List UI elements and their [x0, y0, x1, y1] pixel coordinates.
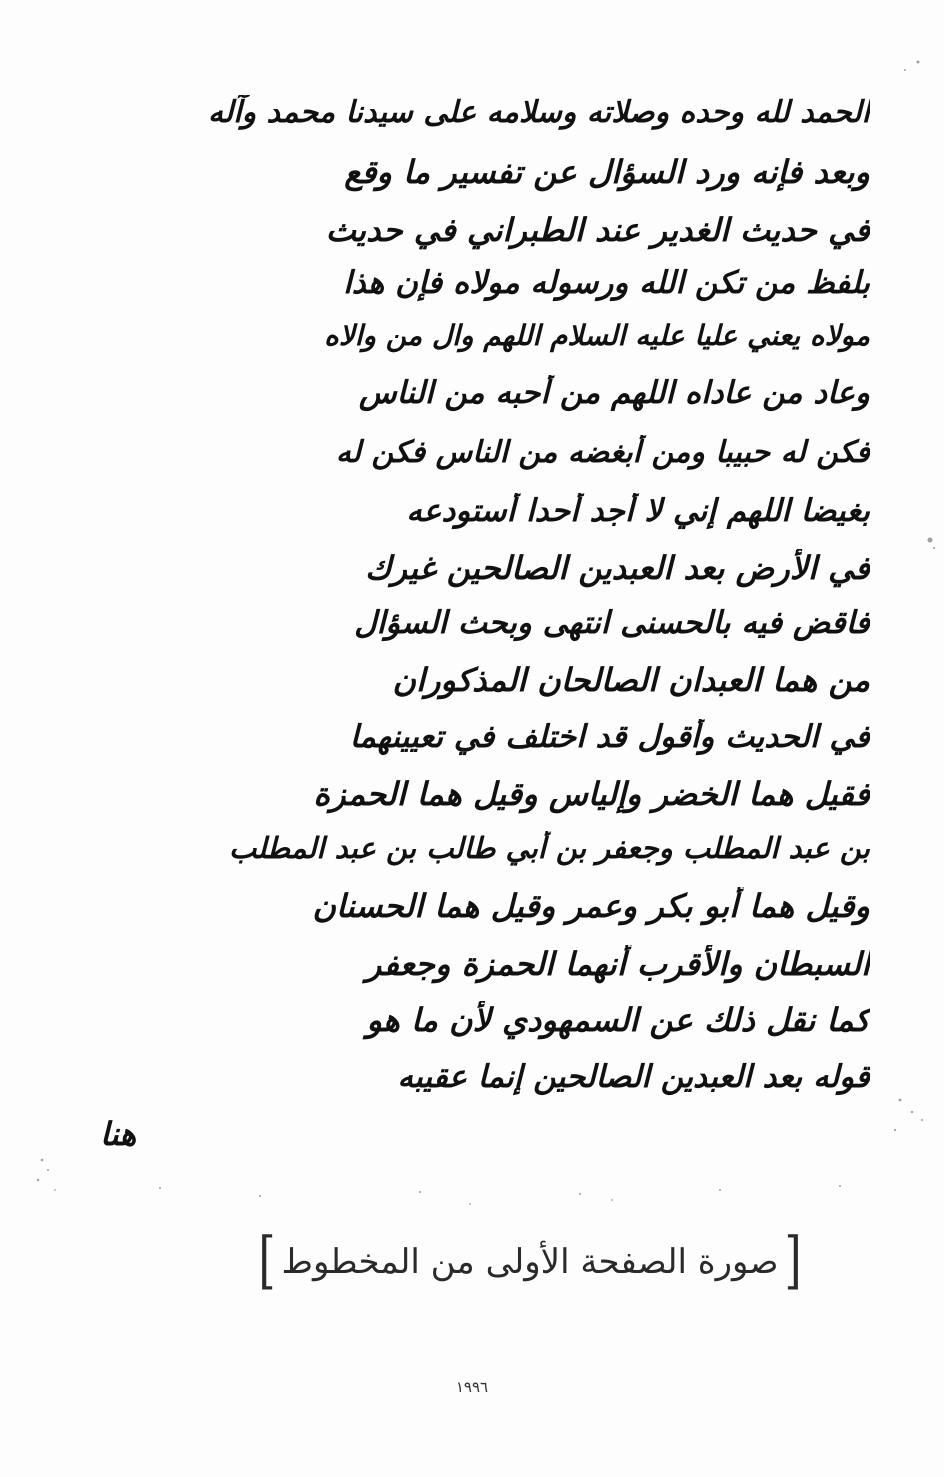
manuscript-line: مولاه يعني عليا عليه السلام اللهم وال من والاه — [324, 319, 870, 352]
manuscript-line: فاقض فيه بالحسنى انتهى وبحث السؤال — [354, 605, 870, 641]
manuscript-line: وعاد من عاداه اللهم من أحبه من الناس — [358, 375, 870, 411]
manuscript-line: السبطان والأقرب أنهما الحمزة وجعفر — [365, 945, 870, 983]
figure-caption — [230, 1222, 830, 1302]
caption-text: صورة الصفحة الأولى من المخطوط — [281, 1242, 779, 1282]
manuscript-line: بلفظ من تكن الله ورسوله مولاه فإن هذا — [343, 265, 870, 301]
manuscript-line: بن عبد المطلب وجعفر بن أبي طالب بن عبد المطلب — [228, 831, 870, 865]
manuscript-line: وقيل هما أبو بكر وعمر وقيل هما الحسنان — [312, 887, 870, 925]
manuscript-line: الحمد لله وحده وصلاته وسلامه على سيدنا محمد وآله — [208, 95, 870, 130]
page-number: ١٩٩٦ — [455, 1378, 489, 1396]
manuscript-line: بغيضا اللهم إني لا أجد أحدا أستودعه — [406, 493, 870, 529]
manuscript-line: فقيل هما الخضر وإلياس وقيل هما الحمزة — [313, 775, 870, 813]
caption-bracket-close: ] — [258, 1225, 276, 1297]
manuscript-line: في الحديث وأقول قد اختلف في تعيينهما — [349, 719, 870, 755]
manuscript-line: هنا — [100, 1115, 137, 1153]
caption-bracket-open: [ — [784, 1225, 802, 1297]
manuscript-line: في الأرض بعد العبدين الصالحين غيرك — [365, 549, 870, 587]
handwritten-text — [100, 95, 870, 1175]
manuscript-line: كما نقل ذلك عن السمهودي لأن ما هو — [366, 1001, 870, 1039]
manuscript-line: من هما العبدان الصالحان المذكوران — [392, 661, 870, 699]
manuscript-line: وبعد فإنه ورد السؤال عن تفسير ما وقع — [344, 153, 870, 191]
manuscript-line: قوله بعد العبدين الصالحين إنما عقيبه — [397, 1059, 870, 1095]
manuscript-line: فكن له حبيبا ومن أبغضه من الناس فكن له — [335, 435, 870, 470]
manuscript-line: في حديث الغدير عند الطبراني في حديث — [325, 211, 870, 249]
